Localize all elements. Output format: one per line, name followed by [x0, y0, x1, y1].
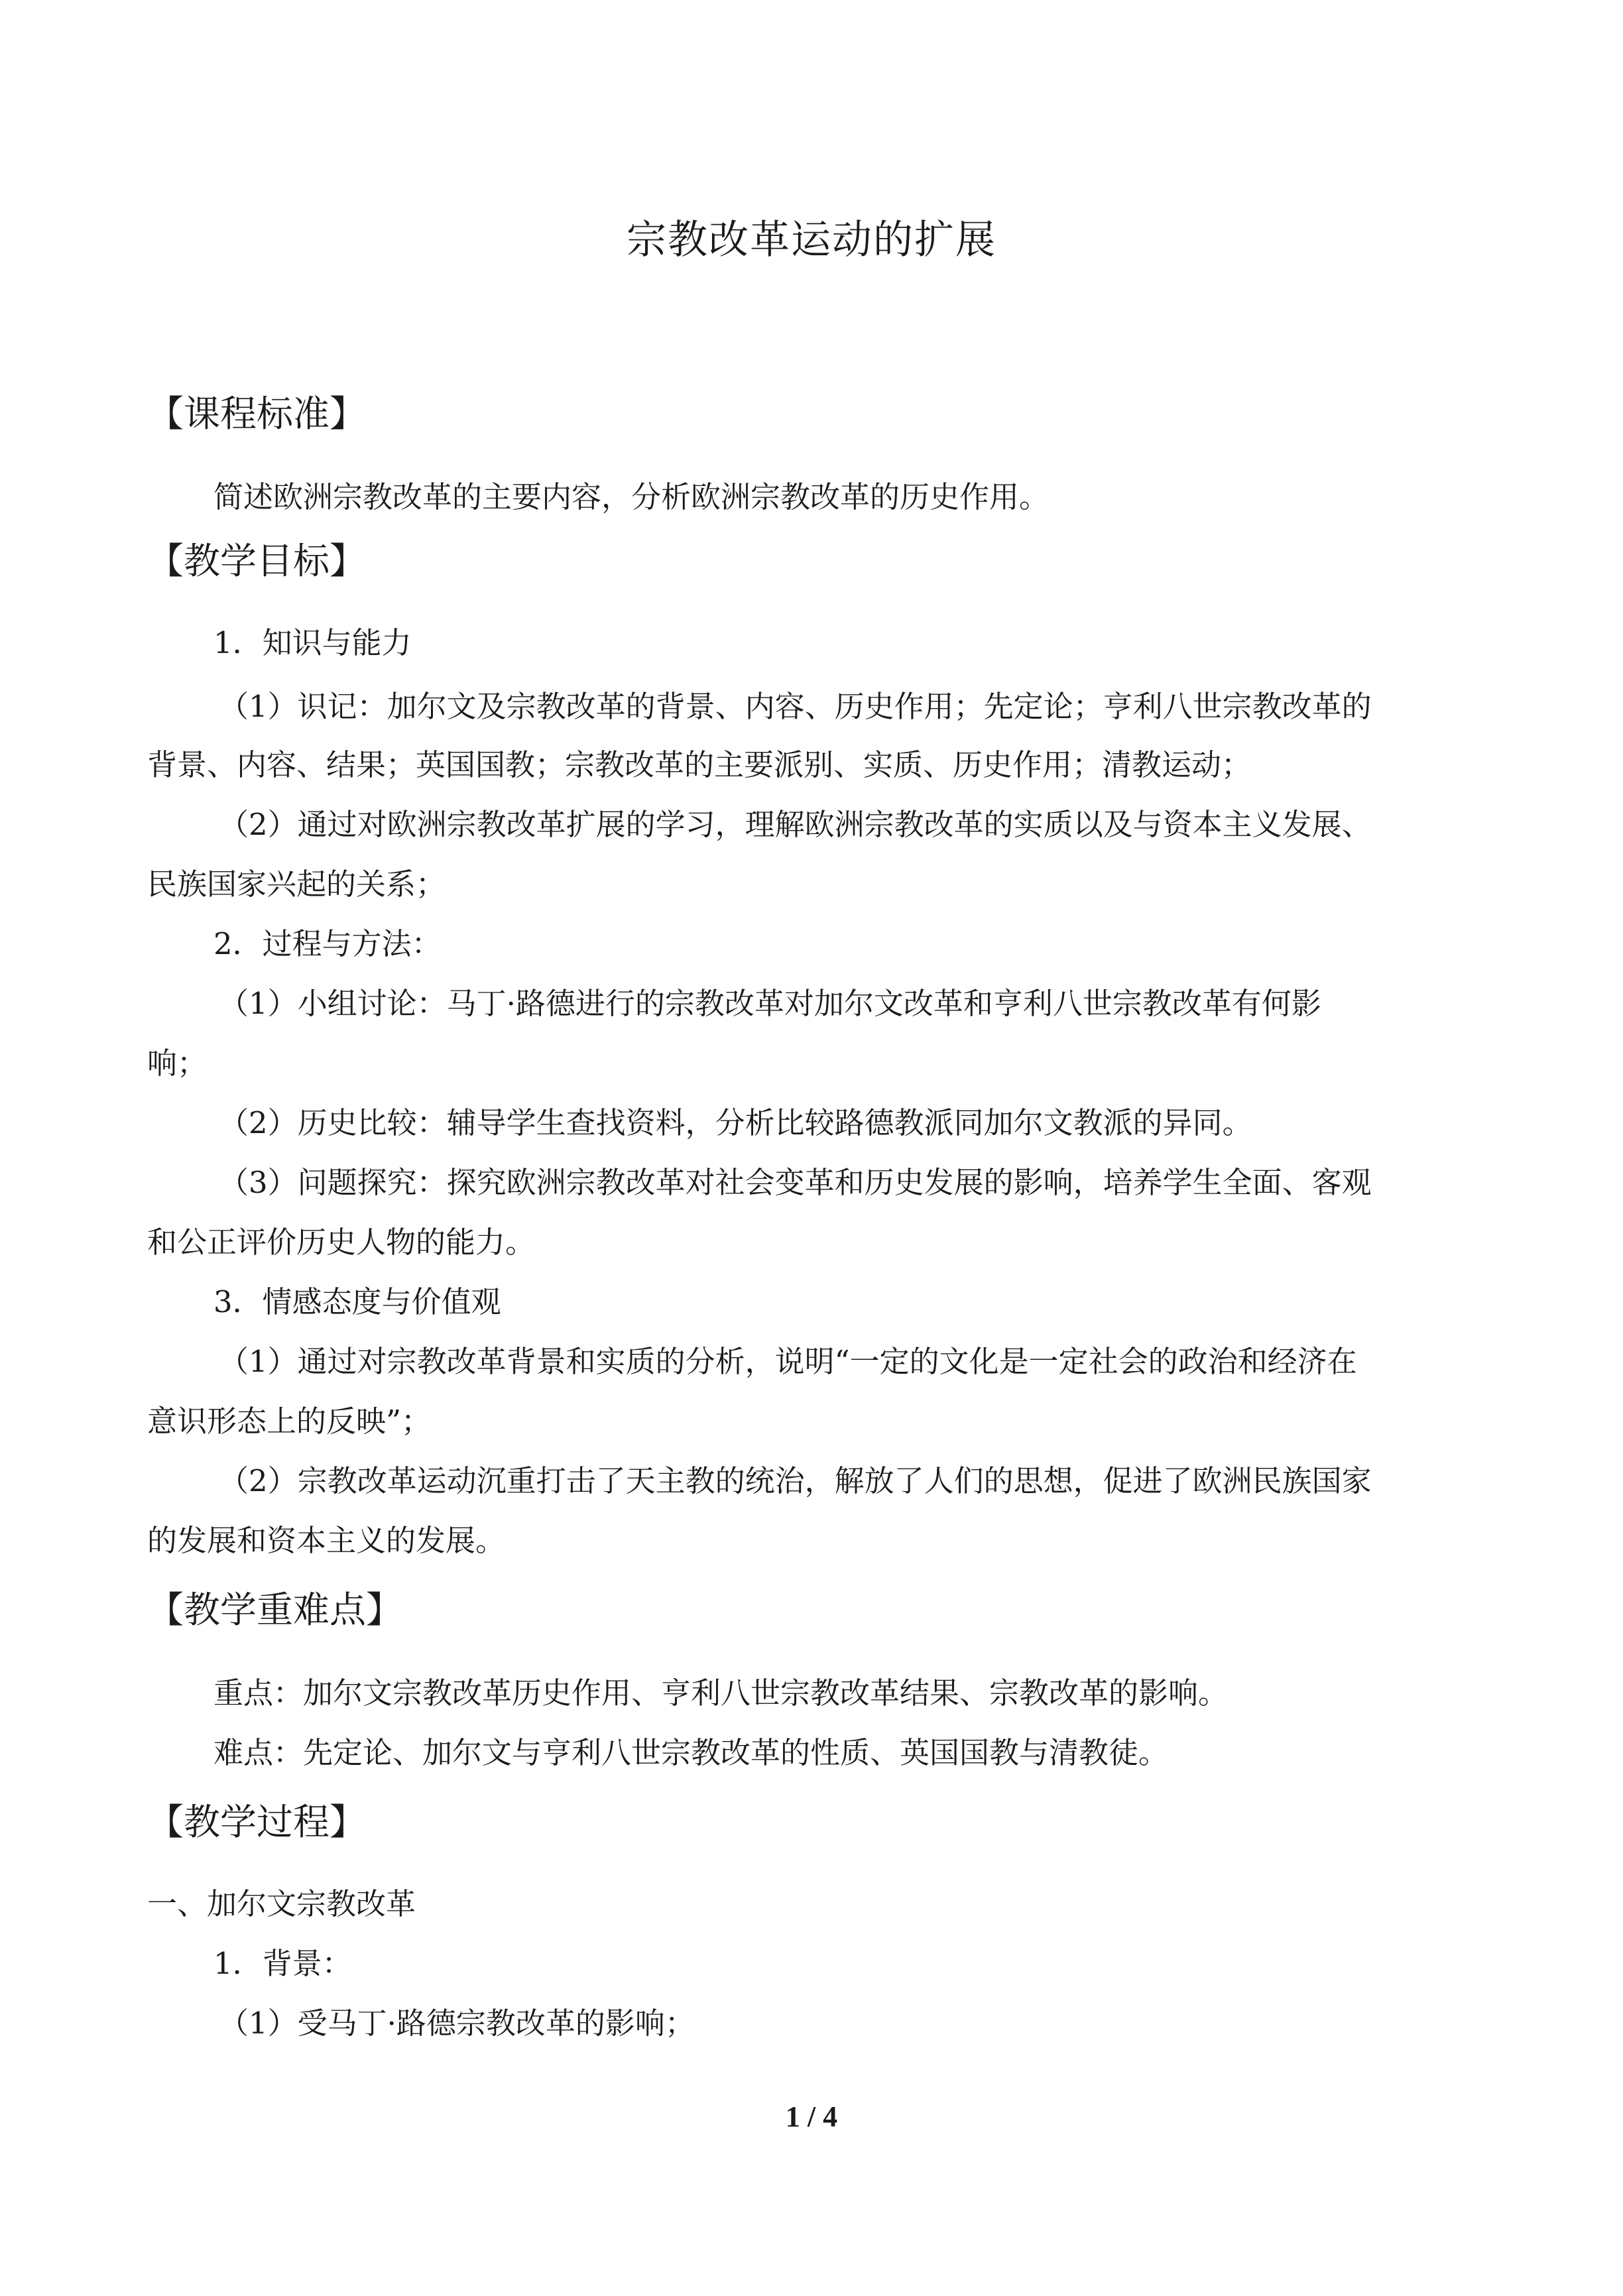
goal-item-3-p1-line1: （1）通过对宗教改革背景和实质的分析，说明“一定的文化是一定社会的政治和经济在: [219, 1344, 1357, 1379]
course-standard-text: 简述欧洲宗教改革的主要内容，分析欧洲宗教改革的历史作用。: [213, 479, 1050, 514]
section-heading-process: 【教学过程】: [147, 1801, 367, 1843]
goal-item-1-title: 1．知识与能力: [213, 625, 412, 660]
goal-item-3-p2-line1: （2）宗教改革运动沉重打击了天主教的统治，解放了人们的思想，促进了欧洲民族国家: [219, 1463, 1372, 1498]
section-heading-course-standard: 【课程标准】: [147, 393, 367, 435]
goal-item-2-p3-line2: 和公正评价历史人物的能力。: [147, 1225, 536, 1260]
goal-item-2-p1-line2: 响；: [147, 1046, 208, 1081]
goal-item-2-p2: （2）历史比较：辅导学生查找资料，分析比较路德教派同加尔文教派的异同。: [219, 1105, 1252, 1140]
section-heading-teaching-goals: 【教学目标】: [147, 540, 367, 582]
page-number: 1 / 4: [785, 2100, 838, 2133]
document-title: 宗教改革运动的扩展: [627, 217, 996, 263]
goal-item-3-p1-line2: 意识形态上的反映”；: [147, 1404, 432, 1439]
process-sub-1-p1: （1）受马丁·路德宗教改革的影响；: [219, 2006, 695, 2041]
process-sub-1: 1．背景：: [213, 1946, 352, 1981]
process-part-1: 一、加尔文宗教改革: [147, 1886, 416, 1921]
goal-item-3-p2-line2: 的发展和资本主义的发展。: [147, 1523, 506, 1558]
goal-item-2-title: 2．过程与方法：: [213, 926, 442, 961]
goal-item-2-p3-line1: （3）问题探究：探究欧洲宗教改革对社会变革和历史发展的影响，培养学生全面、客观: [219, 1165, 1372, 1200]
goal-item-1-p1-line2: 背景、内容、结果；英国国教；宗教改革的主要派别、实质、历史作用；清教运动；: [147, 747, 1252, 782]
goal-item-2-p1-line1: （1）小组讨论：马丁·路德进行的宗教改革对加尔文改革和亨利八世宗教改革有何影: [219, 986, 1321, 1021]
goal-item-1-p1-line1: （1）识记：加尔文及宗教改革的背景、内容、历史作用；先定论；亨利八世宗教改革的: [219, 689, 1372, 724]
goal-item-1-p2-line2: 民族国家兴起的关系；: [147, 867, 446, 902]
section-heading-key-points: 【教学重难点】: [147, 1589, 403, 1631]
key-points-difficulty: 难点：先定论、加尔文与亨利八世宗教改革的性质、英国国教与清教徒。: [213, 1735, 1169, 1770]
goal-item-1-p2-line1: （2）通过对欧洲宗教改革扩展的学习，理解欧洲宗教改革的实质以及与资本主义发展、: [219, 807, 1372, 842]
goal-item-3-title: 3．情感态度与价值观: [213, 1284, 501, 1319]
key-points-focus: 重点：加尔文宗教改革历史作用、亨利八世宗教改革结果、宗教改革的影响。: [213, 1675, 1229, 1711]
